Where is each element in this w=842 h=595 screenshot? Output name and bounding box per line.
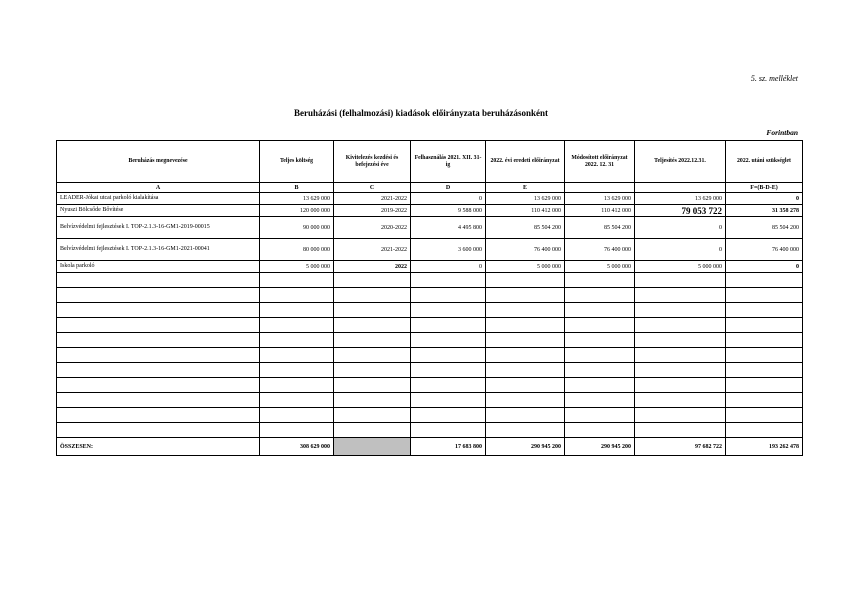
col-letter: B: [260, 183, 334, 193]
total-row: [57, 438, 803, 456]
modified-budget: 85 504 200: [565, 217, 635, 239]
header-row: [57, 141, 803, 183]
project-years: 2021-2022: [334, 193, 411, 205]
col-letter: F=(B-D-E): [726, 183, 803, 193]
completed-sum: 97 682 722: [635, 438, 726, 456]
empty-row: [57, 303, 803, 318]
page-title: Beruházási (felhalmozási) kiadások előirányzata beruházásonként: [293, 108, 548, 118]
table-row: [57, 217, 803, 239]
investment-table: [56, 140, 803, 456]
col-letter: D: [411, 183, 486, 193]
completed-amount: 13 629 000: [635, 193, 726, 205]
modified-sum: 290 945 200: [565, 438, 635, 456]
total-cost: 80 000 000: [260, 239, 334, 261]
empty-row: [57, 348, 803, 363]
table-row: [57, 205, 803, 217]
completed-amount: 0: [635, 239, 726, 261]
empty-row: [57, 363, 803, 378]
col-letter: [565, 183, 635, 193]
total-cost-sum: 308 629 000: [260, 438, 334, 456]
table-row: [57, 193, 803, 205]
used-amount: 9 588 000: [411, 205, 486, 217]
col-header: Kivitelezés kezdési és befejezési éve: [334, 141, 411, 183]
grey-cell: [334, 438, 411, 456]
total-label: ÖSSZESEN:: [57, 438, 260, 456]
modified-budget: 110 412 000: [565, 205, 635, 217]
original-budget: 85 504 200: [486, 217, 565, 239]
annex-label: 5. sz. melléklet: [750, 74, 798, 83]
empty-row: [57, 273, 803, 288]
original-budget: 76 400 000: [486, 239, 565, 261]
empty-row: [57, 423, 803, 438]
project-years: 2022: [334, 261, 411, 273]
project-years: 2019-2022: [334, 205, 411, 217]
col-letter: [635, 183, 726, 193]
used-amount: 0: [411, 193, 486, 205]
used-amount: 4 495 800: [411, 217, 486, 239]
currency-unit: Forintban: [766, 128, 798, 137]
original-budget: 5 000 000: [486, 261, 565, 273]
project-name: Iskola parkoló: [57, 261, 260, 273]
modified-budget: 5 000 000: [565, 261, 635, 273]
col-header: 2022. utáni szükséglet: [726, 141, 803, 183]
original-budget: 110 412 000: [486, 205, 565, 217]
used-amount: 3 600 000: [411, 239, 486, 261]
empty-row: [57, 318, 803, 333]
empty-row: [57, 393, 803, 408]
col-header: Módosított előirányzat 2022. 12. 31: [565, 141, 635, 183]
project-years: 2021-2022: [334, 239, 411, 261]
project-name: Nyuszi Bölcsőde Bővítése: [57, 205, 260, 217]
total-cost: 13 629 000: [260, 193, 334, 205]
col-header: 2022. évi eredeti előirányzat: [486, 141, 565, 183]
completed-amount: 79 053 722: [635, 205, 726, 217]
modified-budget: 13 629 000: [565, 193, 635, 205]
table-row: [57, 261, 803, 273]
project-name: Belvízvédelmi fejlesztések I. TOP-2.1.3-16-GM1-2019-00015: [57, 217, 260, 239]
remaining-need: 85 504 200: [726, 217, 803, 239]
col-letter: E: [486, 183, 565, 193]
total-cost: 120 000 000: [260, 205, 334, 217]
total-cost: 5 000 000: [260, 261, 334, 273]
table-row: [57, 239, 803, 261]
total-cost: 90 000 000: [260, 217, 334, 239]
column-letter-row: [57, 183, 803, 193]
col-header: Teljes költség: [260, 141, 334, 183]
project-years: 2020-2022: [334, 217, 411, 239]
project-name: Belvízvédelmi fejlesztések I. TOP-2.1.3-16-GM1-2021-00041: [57, 239, 260, 261]
empty-row: [57, 288, 803, 303]
col-header: Beruházás megnevezése: [57, 141, 260, 183]
completed-amount: 0: [635, 217, 726, 239]
used-amount: 0: [411, 261, 486, 273]
remaining-need: 0: [726, 261, 803, 273]
remaining-need: 31 358 278: [726, 205, 803, 217]
remaining-sum: 193 262 478: [726, 438, 803, 456]
empty-row: [57, 333, 803, 348]
col-letter: C: [334, 183, 411, 193]
original-sum: 290 945 200: [486, 438, 565, 456]
remaining-need: 0: [726, 193, 803, 205]
completed-amount: 5 000 000: [635, 261, 726, 273]
used-sum: 17 683 800: [411, 438, 486, 456]
col-header: Teljesítés 2022.12.31.: [635, 141, 726, 183]
col-header: Felhasználás 2021. XII. 31-ig: [411, 141, 486, 183]
project-name: LEADER-Jókai utcai parkoló kialakítása: [57, 193, 260, 205]
empty-row: [57, 378, 803, 393]
modified-budget: 76 400 000: [565, 239, 635, 261]
original-budget: 13 629 000: [486, 193, 565, 205]
empty-row: [57, 408, 803, 423]
col-letter: A: [57, 183, 260, 193]
remaining-need: 76 400 000: [726, 239, 803, 261]
